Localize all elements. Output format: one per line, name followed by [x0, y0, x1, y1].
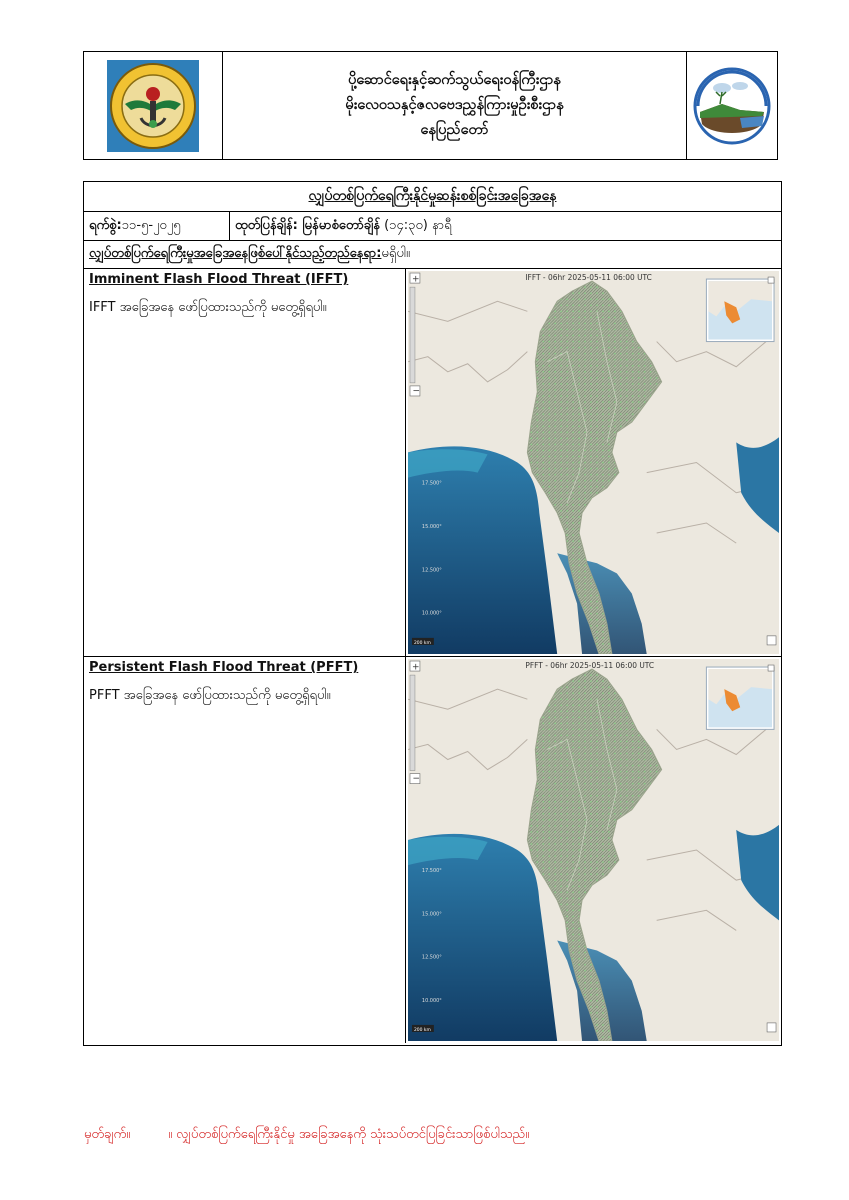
- department-name: မိုးလေဝသနှင့်ဇလဗေဒညွှန်ကြားမှုဦးစီးဌာန: [345, 97, 564, 113]
- ministry-emblem-icon: [105, 58, 201, 154]
- ministry-logo-cell: [84, 52, 223, 159]
- threat-location-row: [84, 241, 781, 269]
- ifft-lat-label: 15.000°: [421, 523, 442, 531]
- header-title-block: [223, 52, 686, 159]
- hydrology-cycle-icon: [692, 66, 772, 146]
- date-label: ရက်စွဲ:: [89, 217, 122, 233]
- issue-date: [84, 212, 230, 240]
- note-label: မှတ်ချက်။: [84, 1127, 131, 1142]
- footer-note: [84, 1126, 529, 1145]
- ifft-description: IFFT အခြေအနေ ဖော်ပြထားသည်ကို မတွေ့ရှိရပါ။: [89, 300, 327, 315]
- pfft-scale-label: 200 km: [413, 1027, 431, 1033]
- time-label: ထုတ်ပြန်ချိန်: မြန်မာစံတော်ချိန်: [235, 217, 380, 233]
- city-name: နေပြည်တော်: [420, 122, 489, 138]
- ifft-lat-label: 17.500°: [421, 480, 442, 487]
- pfft-lat-label: 12.500°: [421, 954, 442, 961]
- pfft-lat-label: 15.000°: [421, 911, 442, 918]
- pfft-map-title: PFFT - 06hr 2025-05-11 06:00 UTC: [525, 661, 655, 671]
- pfft-heading: Persistent Flash Flood Threat (PFFT): [89, 660, 359, 675]
- pfft-text-cell: [84, 657, 406, 1043]
- ifft-lat-label: 10.000°: [421, 610, 442, 617]
- date-value: ၁၁-၅-၂၀၂၅: [121, 217, 181, 233]
- issue-info-row: [84, 212, 781, 241]
- hydrology-logo-cell: [686, 52, 777, 159]
- pfft-section: [84, 657, 781, 1043]
- threat-location-value: မရှိပါ။: [381, 246, 410, 261]
- pfft-description: PFFT အခြေအနေ ဖော်ပြထားသည်ကို မတွေ့ရှိရပါ။: [89, 688, 331, 703]
- issue-time: [230, 217, 452, 236]
- bulletin-header: [83, 51, 778, 160]
- ifft-lat-label: 12.500°: [421, 567, 442, 574]
- time-value: (၁၄:၃၀) နာရီ: [379, 217, 452, 233]
- bulletin-table: [83, 181, 782, 1046]
- pfft-lat-label: 10.000°: [421, 997, 442, 1004]
- ifft-heading: Imminent Flash Flood Threat (IFFT): [89, 272, 349, 287]
- bulletin-title: လျှပ်တစ်ပြက်ရေကြီးနိုင်မှုဆန်းစစ်ခြင်းအခြေအနေ: [84, 182, 781, 212]
- ifft-scale-label: 200 km: [413, 640, 431, 646]
- pfft-lat-label: 17.500°: [421, 868, 442, 875]
- ministry-name: ပို့ဆောင်ရေးနှင့်ဆက်သွယ်ရေးဝန်ကြီးဌာန: [348, 72, 561, 88]
- ifft-section: [84, 269, 781, 657]
- note-text: ။ လျှပ်တစ်ပြက်ရေကြီးနိုင်မှု အခြေအနေကို သုံးသပ်တင်ပြခြင်းသာဖြစ်ပါသည်။: [168, 1127, 530, 1142]
- ifft-map-title: IFFT - 06hr 2025-05-11 06:00 UTC: [525, 273, 652, 283]
- ifft-map[interactable]: [408, 271, 779, 654]
- ifft-map-cell: [406, 269, 781, 656]
- pfft-map[interactable]: [408, 659, 779, 1041]
- ifft-text-cell: [84, 269, 406, 656]
- threat-location-label: လျှပ်တစ်ပြက်ရေကြီးမှုအခြေအနေဖြစ်ပေါ်နိုင်သည့်တည်နေရာ:: [89, 246, 382, 261]
- pfft-map-cell: [406, 657, 781, 1043]
